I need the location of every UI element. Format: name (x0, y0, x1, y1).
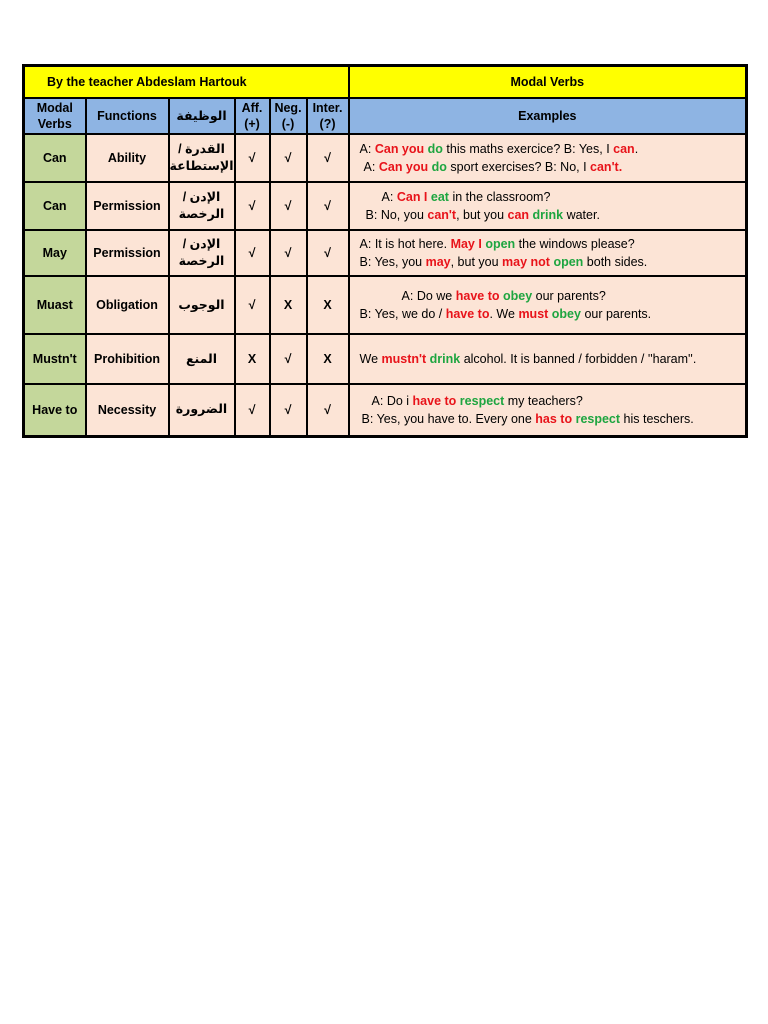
example-segment: sport exercises? B: No, I (446, 160, 591, 174)
function-cell: Permission (86, 182, 169, 230)
example-segment: water. (563, 208, 600, 222)
example-segment: both sides. (583, 255, 648, 269)
affirmative-mark: √ (235, 230, 270, 276)
example-segment: Can I (396, 190, 431, 204)
negative-mark: X (270, 276, 307, 334)
example-segment: B: No, you (365, 208, 428, 222)
example-segment: can (507, 208, 533, 222)
examples-cell (349, 230, 747, 276)
negative-mark: √ (270, 182, 307, 230)
example-segment: has to (535, 411, 576, 426)
negative-mark: √ (270, 134, 307, 182)
example-segment: A: It is hot here. (359, 237, 451, 251)
example-segment: Can you (374, 142, 428, 156)
example-segment: this maths exercice? B: Yes, I (442, 142, 614, 156)
function-cell: Obligation (86, 276, 169, 334)
examples-cell (349, 334, 747, 384)
example-line (360, 206, 746, 224)
modal-verb-cell: Can (24, 134, 86, 182)
example-segment: must (518, 307, 552, 321)
col-modal-verbs: Modal Verbs (24, 98, 86, 134)
example-segment: We (359, 352, 382, 366)
example-segment: B: Yes, you have to. Every one (361, 411, 536, 426)
modal-verb-cell: May (24, 230, 86, 276)
table-row (24, 182, 747, 230)
example-line (360, 140, 746, 158)
example-segment: alcohol. It is banned / forbidden / ''haram''. (460, 352, 697, 366)
example-segment: have to (455, 289, 503, 303)
interrogative-mark: √ (307, 384, 349, 436)
interrogative-mark: √ (307, 230, 349, 276)
example-segment: May I (450, 237, 486, 251)
example-segment: can't (427, 208, 457, 222)
negative-mark: √ (270, 384, 307, 436)
example-segment: do (431, 160, 447, 174)
function-cell: Permission (86, 230, 169, 276)
example-segment: A: (381, 190, 397, 204)
example-line (360, 410, 746, 428)
example-segment: drink (532, 208, 564, 222)
example-line (360, 392, 746, 410)
negative-mark: √ (270, 230, 307, 276)
example-segment: B: Yes, you (359, 255, 426, 269)
arabic-function-cell: المنع (169, 334, 235, 384)
example-segment: , but you (456, 208, 508, 222)
example-segment: eat (430, 190, 449, 204)
example-line (360, 235, 746, 253)
interrogative-mark: √ (307, 134, 349, 182)
example-segment: in the classroom? (448, 190, 551, 204)
example-segment: open (553, 255, 584, 269)
example-segment: mustn't (381, 352, 430, 366)
example-line (360, 188, 746, 206)
col-functions: Functions (86, 98, 169, 134)
examples-cell (349, 134, 747, 182)
interrogative-mark: X (307, 334, 349, 384)
col-neg: Neg. (-) (270, 98, 307, 134)
header-row (24, 98, 747, 134)
examples-cell (349, 182, 747, 230)
col-inter: Inter. (?) (307, 98, 349, 134)
example-segment: may (425, 255, 451, 269)
function-cell: Ability (86, 134, 169, 182)
modal-verb-cell: Muast (24, 276, 86, 334)
example-segment: his teschers. (620, 411, 694, 426)
example-line (360, 158, 746, 176)
affirmative-mark: √ (235, 182, 270, 230)
table-row (24, 276, 747, 334)
example-segment: . (634, 142, 639, 156)
col-examples: Examples (349, 98, 747, 134)
examples-cell (349, 276, 747, 334)
modal-verb-cell: Can (24, 182, 86, 230)
example-segment: may not (502, 255, 554, 269)
example-segment: A: (359, 142, 375, 156)
example-segment: have to (412, 393, 460, 408)
affirmative-mark: √ (235, 276, 270, 334)
author-cell: By the teacher Abdeslam Hartouk (24, 66, 349, 99)
affirmative-mark: √ (235, 134, 270, 182)
modal-verb-cell: Have to (24, 384, 86, 436)
interrogative-mark: √ (307, 182, 349, 230)
example-segment: open (485, 237, 516, 251)
table-row (24, 134, 747, 182)
arabic-function-cell: القدرة / الإستطاعة (169, 134, 235, 182)
example-segment: do (427, 142, 443, 156)
function-cell: Necessity (86, 384, 169, 436)
example-segment: can (613, 142, 635, 156)
table-row (24, 384, 747, 436)
examples-cell (349, 384, 747, 436)
example-segment: our parents. (580, 307, 652, 321)
example-segment: have to (445, 307, 490, 321)
example-segment: A: Do i (371, 393, 413, 408)
example-segment: , but you (450, 255, 503, 269)
arabic-function-cell: الوجوب (169, 276, 235, 334)
example-segment: respect (575, 411, 621, 426)
example-segment: A: Do we (401, 289, 456, 303)
interrogative-mark: X (307, 276, 349, 334)
modal-verbs-table (22, 64, 748, 438)
example-segment: the windows please? (515, 237, 635, 251)
example-segment: obey (502, 289, 533, 303)
negative-mark: √ (270, 334, 307, 384)
example-segment: . We (489, 307, 519, 321)
example-segment: obey (551, 307, 581, 321)
col-arabic-function: الوظيفة (169, 98, 235, 134)
table-row (24, 230, 747, 276)
example-segment: drink (429, 352, 461, 366)
table-row (24, 334, 747, 384)
affirmative-mark: X (235, 334, 270, 384)
example-segment: can't. (590, 160, 623, 174)
example-segment: A: (363, 160, 379, 174)
arabic-function-cell: الإدن / الرخصة (169, 182, 235, 230)
arabic-function-cell: الإدن / الرخصة (169, 230, 235, 276)
example-segment: B: Yes, we do / (359, 307, 446, 321)
example-line (360, 305, 746, 323)
affirmative-mark: √ (235, 384, 270, 436)
arabic-function-cell: الضرورة (169, 384, 235, 436)
col-aff: Aff. (+) (235, 98, 270, 134)
example-line (360, 350, 746, 368)
example-segment: my teachers? (504, 393, 583, 408)
modal-verb-cell: Mustn't (24, 334, 86, 384)
title-row (24, 66, 747, 99)
example-line (360, 253, 746, 271)
function-cell: Prohibition (86, 334, 169, 384)
sheet-title: Modal Verbs (349, 66, 747, 99)
example-segment: our parents? (532, 289, 606, 303)
example-line (360, 287, 746, 305)
example-segment: respect (459, 393, 505, 408)
example-segment: Can you (378, 160, 432, 174)
